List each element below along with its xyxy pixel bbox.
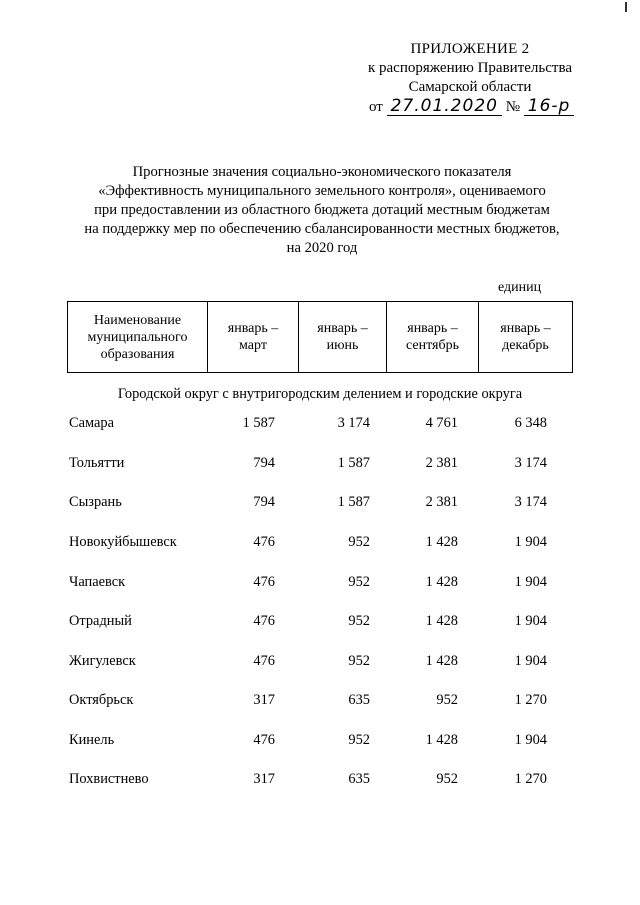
header-text: март [239,338,267,353]
value-q4: 1 270 [514,771,547,787]
value-q3: 1 428 [425,732,458,748]
table-row [0,771,640,789]
section-title: Городской округ с внутригородским делением и городские округа [117,386,523,402]
value-q3: 1 428 [425,613,458,629]
municipality-name: Тольятти [69,455,125,471]
header-name [68,302,208,372]
table-row [0,574,640,592]
value-q1: 476 [253,534,275,550]
value-q1: 476 [253,574,275,590]
units-label: единиц [498,280,542,295]
scan-mark [625,2,627,12]
value-q1: 1 587 [242,415,275,431]
municipality-name: Новокуйбышевск [69,534,177,550]
header-text: июнь [326,338,359,353]
value-q2: 3 174 [337,415,370,431]
header-text: образования [100,346,175,362]
header-q2 [299,302,387,372]
value-q1: 317 [253,771,275,787]
header-q4 [479,302,572,372]
number-prefix: № [505,99,521,115]
header-q3 [387,302,479,372]
header-text: декабрь [502,338,549,353]
value-q4: 3 174 [514,455,547,471]
value-q1: 476 [253,732,275,748]
header-q1 [208,302,299,372]
header-text: сентябрь [406,338,459,353]
handwritten-number: 16-р [524,98,575,116]
value-q4: 3 174 [514,494,547,510]
date-prefix: от [369,99,383,115]
value-q3: 1 428 [425,653,458,669]
title-line: на 2020 год [286,240,358,256]
value-q3: 952 [436,771,458,787]
header-text: январь – [407,321,458,336]
appendix-header [360,40,580,97]
document-title [60,163,584,258]
value-q2: 952 [348,732,370,748]
table-row [0,415,640,433]
value-q2: 635 [348,692,370,708]
value-q1: 794 [253,494,275,510]
value-q2: 952 [348,613,370,629]
municipality-name: Чапаевск [69,574,126,590]
order-date-number [369,98,574,116]
value-q4: 1 270 [514,692,547,708]
table-row [0,692,640,710]
municipality-name: Октябрьск [69,692,134,708]
value-q4: 6 348 [514,415,547,431]
table-row [0,494,640,512]
title-line: на поддержку мер по обеспечению сбалансированности местных бюджетов, [84,221,560,237]
table-row [0,534,640,552]
municipality-name: Самара [69,415,114,431]
order-line: к распоряжению Правительства [367,60,572,76]
value-q4: 1 904 [514,613,547,629]
value-q4: 1 904 [514,732,547,748]
header-text: муниципального [87,329,188,345]
municipality-name: Жигулевск [69,653,136,669]
value-q2: 952 [348,534,370,550]
header-text: январь – [317,321,368,336]
value-q4: 1 904 [514,534,547,550]
table-row [0,653,640,671]
municipality-name: Отрадный [69,613,132,629]
header-text: январь – [227,321,279,336]
municipality-name: Сызрань [69,494,122,510]
title-line: при предоставлении из областного бюджета дотаций местным бюджетам [94,202,550,218]
value-q4: 1 904 [514,574,547,590]
value-q2: 1 587 [337,455,370,471]
table-row [0,732,640,750]
table-row [0,455,640,473]
value-q3: 2 381 [425,494,458,510]
municipality-name: Кинель [69,732,115,748]
table-row [0,613,640,631]
value-q2: 635 [348,771,370,787]
value-q2: 1 587 [337,494,370,510]
value-q2: 952 [348,574,370,590]
header-text: январь – [500,321,551,336]
header-text: Наименование [93,312,182,328]
value-q4: 1 904 [514,653,547,669]
title-line: Прогнозные значения социально-экономического показателя [132,164,512,180]
value-q3: 1 428 [425,574,458,590]
value-q1: 476 [253,613,275,629]
value-q2: 952 [348,653,370,669]
appendix-label: ПРИЛОЖЕНИЕ 2 [410,41,530,57]
value-q3: 2 381 [425,455,458,471]
table-header [67,301,573,373]
value-q3: 1 428 [425,534,458,550]
handwritten-date: 27.01.2020 [387,98,502,116]
title-line: «Эффективность муниципального земельного контроля», оцениваемого [98,183,546,199]
value-q3: 4 761 [425,415,458,431]
value-q3: 952 [436,692,458,708]
region-line: Самарской области [408,79,532,95]
value-q1: 794 [253,455,275,471]
value-q1: 317 [253,692,275,708]
value-q1: 476 [253,653,275,669]
municipality-name: Похвистнево [69,771,149,787]
